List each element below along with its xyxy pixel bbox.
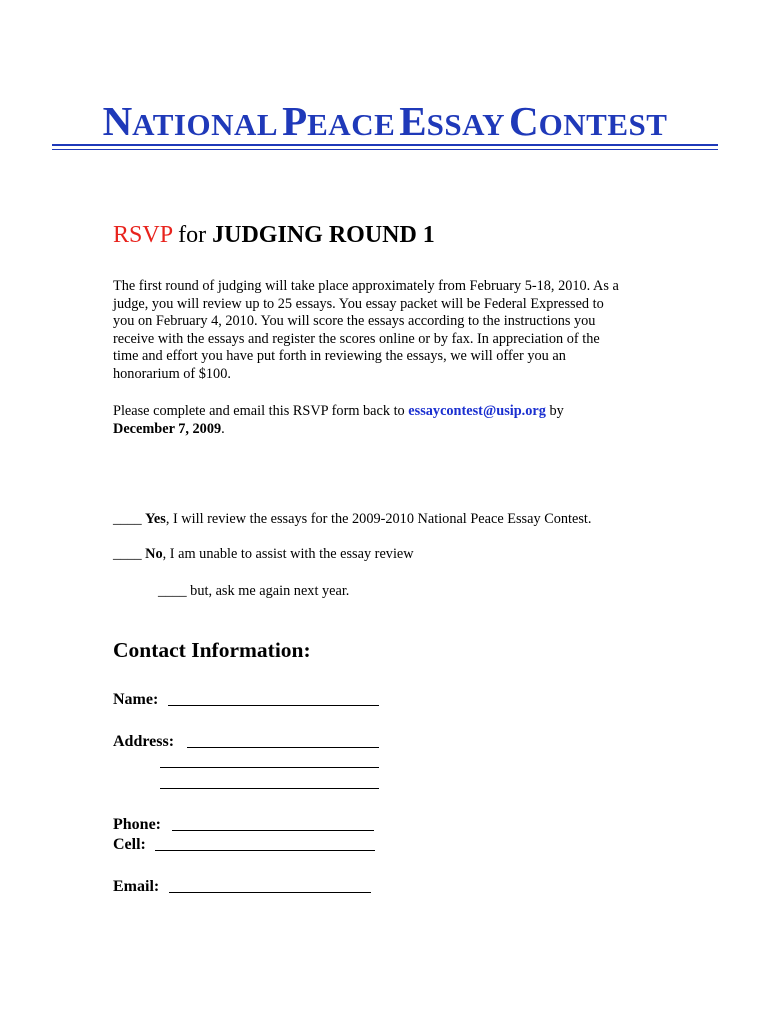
no-label: No [145, 546, 163, 562]
title-word-rest: SSAY [426, 107, 506, 142]
phone-label: Phone: [113, 816, 161, 833]
return-line [113, 403, 658, 421]
name-label: Name: [113, 691, 159, 708]
rsvp-for: for [178, 222, 207, 248]
return-text: Please complete and email this RSVP form back to [113, 403, 405, 419]
return-instructions [113, 403, 658, 438]
title-underline [52, 144, 718, 146]
cell-field-row [113, 835, 146, 855]
intro-line: receive with the essays and register the scores online or by fax. In appreciation of the [113, 330, 600, 347]
title-word-rest: ONTEST [538, 107, 668, 142]
phone-field-row [113, 815, 161, 835]
rsvp-label: RSVP [113, 222, 173, 248]
contact-heading: Contact Information: [113, 638, 311, 662]
title-word-rest: ATIONAL [132, 107, 279, 142]
yes-text: , I will review the essays for the 2009-2010 National Peace Essay Contest. [165, 511, 592, 527]
email-input-line[interactable] [169, 892, 371, 893]
title-initial: N [102, 98, 133, 144]
title-initial: P [282, 98, 308, 144]
no-text: , I am unable to assist with the essay review [162, 546, 414, 562]
address-label: Address: [113, 733, 175, 750]
address-input-line-1[interactable] [187, 747, 379, 748]
name-input-line[interactable] [168, 705, 379, 706]
deadline: December 7, 2009 [113, 420, 222, 437]
intro-paragraph [113, 278, 658, 384]
address-input-line-2[interactable] [160, 767, 379, 768]
later-text: but, ask me again next year. [190, 583, 350, 599]
deadline-period: . [221, 420, 225, 437]
return-text-by: by [549, 403, 564, 419]
intro-line: judge, you will review up to 25 essays. You essay packet will be Federal Expressed to [113, 295, 604, 312]
address-field-row [113, 732, 174, 752]
title-initial: C [509, 98, 539, 144]
email-link[interactable]: essaycontest@usip.org [408, 403, 546, 419]
yes-label: Yes [145, 511, 166, 527]
cell-input-line[interactable] [155, 850, 375, 851]
yes-blank[interactable]: ____ [113, 511, 142, 527]
rsvp-heading [113, 220, 435, 250]
cell-label: Cell: [113, 836, 146, 853]
intro-line: you on February 4, 2010. You will score the essays according to the instructions you [113, 313, 596, 330]
option-no[interactable] [113, 545, 414, 563]
title-word-rest: EACE [307, 107, 396, 142]
title-initial: E [399, 98, 427, 144]
rsvp-round: JUDGING ROUND 1 [212, 222, 435, 248]
option-ask-later[interactable] [158, 582, 349, 600]
address-input-line-3[interactable] [160, 788, 379, 789]
phone-input-line[interactable] [172, 830, 374, 831]
option-yes[interactable] [113, 510, 591, 528]
deadline-line [113, 421, 658, 439]
title-underline-secondary [52, 149, 718, 150]
intro-line: honorarium of $100. [113, 365, 231, 382]
intro-line: The first round of judging will take place approximately from February 5-18, 2010. As a [113, 278, 619, 294]
intro-line: time and effort you have put forth in reviewing the essays, we will offer you an [113, 348, 566, 365]
email-field-row [113, 877, 159, 897]
no-blank[interactable]: ____ [113, 546, 142, 562]
later-blank[interactable]: ____ [158, 583, 187, 599]
email-label: Email: [113, 878, 160, 895]
name-field-row [113, 690, 158, 710]
